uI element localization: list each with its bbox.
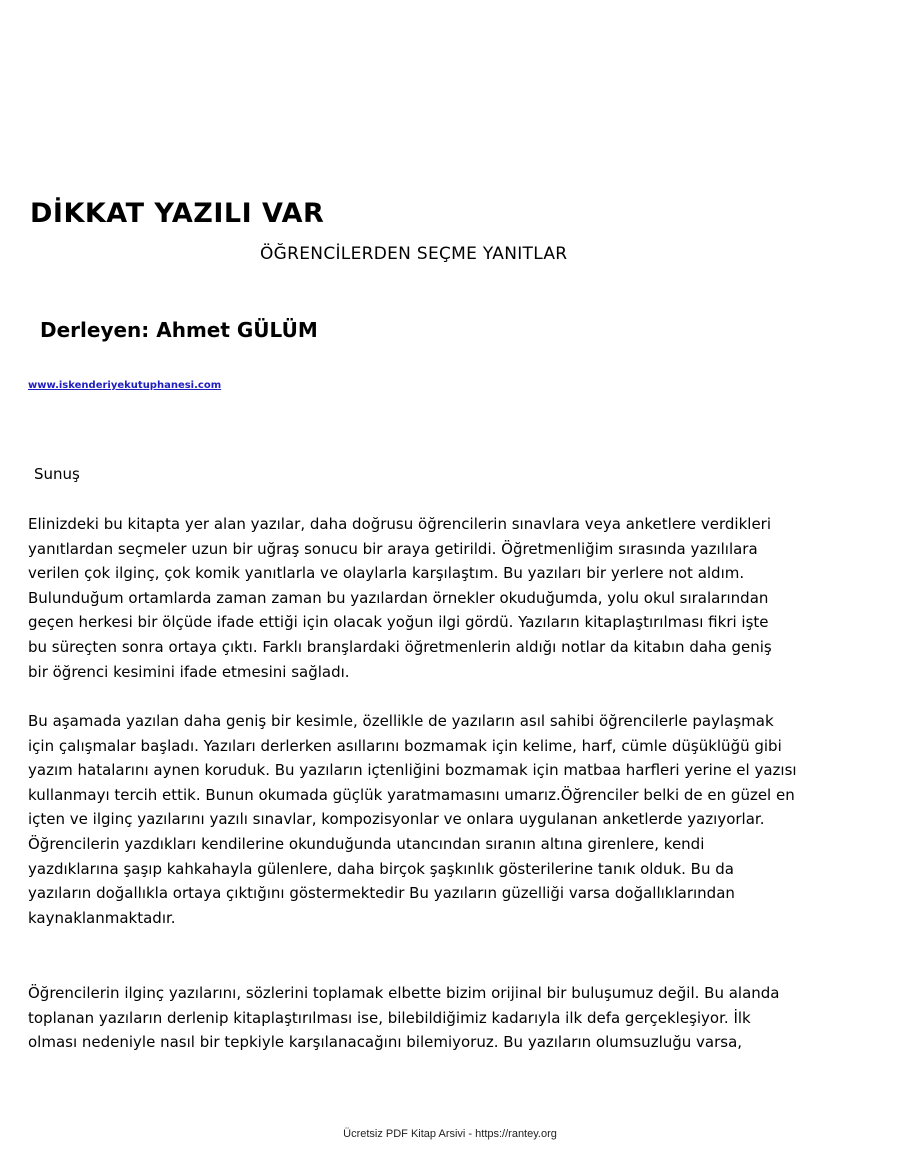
paragraph-line: kullanmayı tercih ettik. Bunun okumada güçlük yaratmamasını umarız.Öğrenciler belki de en güzel en [28,785,795,804]
paragraph-line: kaynaklanmaktadır. [28,908,176,927]
paragraph-line: Elinizdeki bu kitapta yer alan yazılar, daha doğrusu öğrencilerin sınavlara veya anketlere verdikleri [28,515,772,533]
paragraph-line: yazım hatalarını aynen koruduk. Bu yazıların içtenliğini bozmamak için matbaa harfleri yerine el yazısı [28,761,797,780]
paragraph-line: Bulunduğum ortamlarda zaman zaman bu yazılardan örnekler okuduğumda, yolu okul sıralarından [28,588,769,607]
paragraph-line: yanıtlardan seçmeler uzun bir uğraş sonucu bir araya getirildi. Öğretmenliğim sırasında yazılılara [28,539,758,558]
paragraph-line: içten ve ilginç yazılarını yazılı sınavlar, kompozisyonlar ve onlara uygulanan anketlerde yazıyorlar. [28,810,765,829]
paragraph-2 [28,709,878,930]
paragraph-line: Öğrencilerin ilginç yazılarını, sözlerini toplamak elbette bizim orijinal bir buluşumuz değil. Bu alanda [28,984,780,1002]
paragraph-line: toplanan yazıların derlenip kitaplaştırılması ise, bilebildiğimiz kadarıyla ilk defa gerçekleşiyor. İlk [28,1008,751,1027]
compiler-credit: Derleyen: Ahmet GÜLÜM [40,318,318,342]
paragraph-line: bu süreçten sonra ortaya çıktı. Farklı branşlardaki öğretmenlerin aldığı notlar da kitabın daha geniş [28,637,772,656]
paragraph-line: verilen çok ilginç, çok komik yanıtlarla ve olaylarla karşılaştım. Bu yazıları bir yerlere not aldım. [28,564,745,583]
section-heading: Sunuş [34,465,80,483]
paragraph-line: için çalışmalar başladı. Yazıları derlerken asıllarını bozmamak için kelime, harf, cümle düşüklüğü gibi [28,736,782,755]
paragraph-line: Öğrencilerin yazdıkları kendilerine okunduğunda utancından sıranın altına girenlere, kendi [28,834,705,853]
paragraph-1 [28,512,878,684]
document-title: DİKKAT YAZILI VAR [30,198,325,229]
paragraph-line: geçen herkesi bir ölçüde ifade ettiği için olacak yoğun ilgi gördü. Yazıların kitaplaştırılması fikri işte [28,613,769,632]
paragraph-3 [28,981,878,1055]
paragraph-line: Bu aşamada yazılan daha geniş bir kesimle, özellikle de yazıların asıl sahibi öğrencilerle paylaşmak [28,712,774,730]
page-footer: Ücretsiz PDF Kitap Arsivi - https://rantey.org [343,1128,557,1140]
paragraph-line: bir öğrenci kesimini ifade etmesini sağladı. [28,662,350,681]
paragraph-line: olması nedeniyle nasıl bir tepkiyle karşılanacağını bilemiyoruz. Bu yazıların olumsuzluğu varsa, [28,1033,743,1052]
website-link[interactable]: www.iskenderiyekutuphanesi.com [28,380,222,391]
paragraph-line: yazıların doğallıkla ortaya çıktığını göstermektedir Bu yazıların güzelliği varsa doğallıklarından [28,884,735,903]
paragraph-line: yazdıklarına şaşıp kahkahayla gülenlere, daha birçok şaşkınlık gösterilerine tanık olduk. Bu da [28,859,734,878]
document-subtitle: ÖĞRENCİLERDEN SEÇME YANITLAR [260,244,568,264]
